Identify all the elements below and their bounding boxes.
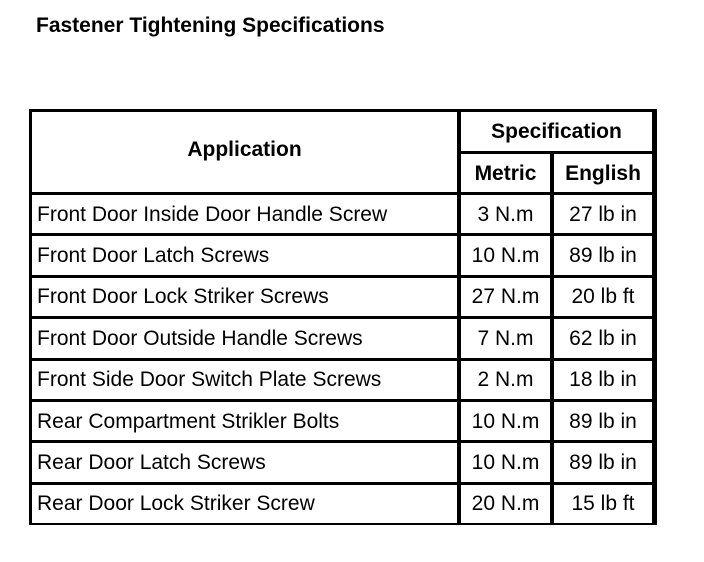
table-row-application: Rear Door Lock Striker Screw — [32, 485, 457, 523]
table-row-application: Front Door Lock Striker Screws — [32, 278, 457, 316]
table-row-metric: 10 N.m — [461, 402, 550, 440]
table-row-application: Rear Door Latch Screws — [32, 443, 457, 481]
table-row-application: Rear Compartment Strikler Bolts — [32, 402, 457, 440]
table-row-metric: 2 N.m — [461, 361, 550, 399]
table-row-metric: 7 N.m — [461, 319, 550, 357]
table-row-application: Front Door Latch Screws — [32, 236, 457, 274]
table-row-metric: 10 N.m — [461, 443, 550, 481]
table-row-english: 15 lb ft — [554, 485, 652, 523]
header-application: Application — [32, 112, 457, 192]
header-english: English — [554, 154, 652, 192]
table-row-english: 62 lb in — [554, 319, 652, 357]
header-metric: Metric — [461, 154, 550, 192]
table-row-english: 89 lb in — [554, 236, 652, 274]
table-row-english: 27 lb in — [554, 195, 652, 233]
table-row-english: 89 lb in — [554, 443, 652, 481]
table-row-application: Front Side Door Switch Plate Screws — [32, 361, 457, 399]
table-row-english: 18 lb in — [554, 361, 652, 399]
table-row-metric: 10 N.m — [461, 236, 550, 274]
table-row-metric: 27 N.m — [461, 278, 550, 316]
header-specification: Specification — [461, 112, 652, 151]
document-title: Fastener Tightening Specifications — [36, 14, 385, 37]
table-row-metric: 3 N.m — [461, 195, 550, 233]
table-row-application: Front Door Outside Handle Screws — [32, 319, 457, 357]
fastener-spec-table — [29, 109, 657, 525]
table-row-metric: 20 N.m — [461, 485, 550, 523]
table-row-english: 20 lb ft — [554, 278, 652, 316]
table-row-english: 89 lb in — [554, 402, 652, 440]
table-row-application: Front Door Inside Door Handle Screw — [32, 195, 457, 233]
